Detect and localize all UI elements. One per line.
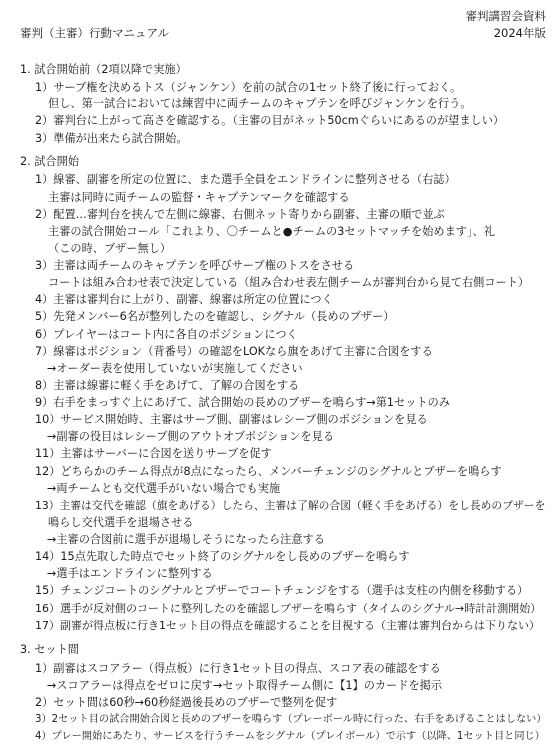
- list-item-note: →主審の合図前に選手が退場しそうになったら注意する: [47, 533, 325, 546]
- list-item: 13）主審は交代を確認（旗をあげる）したら、主審は了解の合図（軽く手をあげる）をし長めのブザーを: [35, 498, 546, 512]
- list-item: 10）サービス開始時、主審はサーブ側、副審はレシーブ側のポジションを見る: [35, 413, 428, 427]
- list-item: 1）線審、副審を所定の位置に、また選手全員をエンドラインに整列させる（右誌）: [35, 173, 456, 187]
- list-item: 3）主審は両チームのキャプテンを呼びサーブ権のトスをさせる: [35, 259, 355, 272]
- org-label: 審判講習会資料: [465, 9, 546, 23]
- section-heading: 2. 試合開始: [20, 155, 79, 169]
- document-title: 審判（主審）行動マニュアル: [20, 26, 170, 40]
- year-label: 2024年版: [493, 26, 546, 40]
- list-item: 15）チェンジコートのシグナルとブザーでコートチェンジをする（選手は支柱の内側を移動する）: [35, 584, 529, 598]
- section-heading: 3. セット間: [20, 643, 79, 657]
- list-item-note: →オーダー表を使用していないが実施してください: [47, 361, 303, 375]
- list-item-continuation: 鳴らし交代選手を退場させる: [48, 515, 194, 529]
- list-item: 17）副審が得点板に行き1セット目の得点を確認することを目視する（主審は審判台からは下りない）: [35, 618, 540, 632]
- list-item: 4）主審は審判台に上がり、副審、線審は所定の位置につく: [35, 293, 333, 307]
- list-item: 9）右手をまっすぐ上にあげて、試合開始の長めのブザーを鳴らす→第1セットのみ: [35, 396, 450, 409]
- list-item-note: →選手はエンドラインに整列する: [47, 567, 213, 581]
- list-item: 8）主審は線審に軽く手をあげて、了解の合図をする: [35, 378, 300, 392]
- list-item: 16）選手が反対側のコートに整列したのを確認しブザーを鳴らす（タイムのシグナル→時計計測開始）: [35, 601, 542, 615]
- list-item-continuation: コートは組み合わせ表で決定している（組み合わせ表左側チームが審判台から見て右側コート）: [48, 276, 530, 290]
- list-item-continuation: 但し、第一試合においては練習中に両チームのキャプテンを呼びジャンケンを行う。: [48, 97, 472, 111]
- list-item: 2）セット間は60秒→60秒経過後長めのブザーで整列を促す: [35, 695, 338, 709]
- list-item: 3）準備が出来たら試合開始。: [35, 131, 188, 145]
- list-item-note: →副審の役目はレシーブ側のアウトオブポジションを見る: [47, 430, 335, 444]
- list-item: 5）先発メンバー6名が整列したのを確認し、シグナル（長めのブザー）: [35, 310, 395, 324]
- list-item: 2）審判台に上がって高さを確認する。（主審の目がネット50cmぐらいにあるのが望ましい）: [35, 114, 505, 128]
- list-item: 3）2セット目の試合開始合図と長めのブザーを鳴らす（プレーボール時に行った、右手をあげることはしない）: [35, 713, 547, 725]
- list-item: 7）線審はポジション（背番号）の確認をLOKなら旗をあげて主審に合図をする: [35, 344, 433, 358]
- list-item-continuation: 主審は同時に両チームの監督・キャプテンマークを確認する: [48, 190, 350, 204]
- list-item-note: →両チームとも交代選手がいない場合でも実施: [47, 481, 281, 495]
- list-item-note: →スコアラーは得点をゼロに戻す→セット取得チーム側に【1】のカードを掲示: [47, 678, 443, 692]
- list-item: 14）15点先取した時点でセット終了のシグナルをし長めのブザーを鳴らす: [35, 550, 410, 564]
- list-item: 4）プレー開始にあたり、サービスを行うチームをシグナル（プレイボール）で示す（以降、1セット目と同じ）: [35, 731, 545, 742]
- list-item-continuation: （この時、ブザー無し）: [48, 241, 172, 255]
- list-item: 6）プレイヤーはコート内に各自のポジションにつく: [35, 327, 298, 341]
- list-item: 12）どちらかのチーム得点が8点になったら、メンバーチェンジのシグナルとブザーを鳴らす: [35, 464, 502, 478]
- list-item: 1）副審はスコアラー（得点板）に行き1セット目の得点、スコア表の確認をする: [35, 661, 441, 675]
- list-item: 1）サーブ権を決めるトス（ジャンケン）を前の試合の1セット終了後に行っておく。: [35, 81, 462, 95]
- list-item-continuation: 主審の試合開始コール「これより、〇チームと●チームの3セットマッチを始めます」、礼: [48, 224, 495, 238]
- list-item: 11）主審はサーバーに合図を送りサーブを促す: [35, 447, 272, 461]
- header-right: [466, 8, 547, 42]
- list-item: 2）配置…審判台を挟んで左側に線審、右側ネット寄りから副審、主審の順で並ぶ: [35, 207, 445, 221]
- section-heading: 1. 試合開始前（2項以降で実施）: [20, 63, 187, 76]
